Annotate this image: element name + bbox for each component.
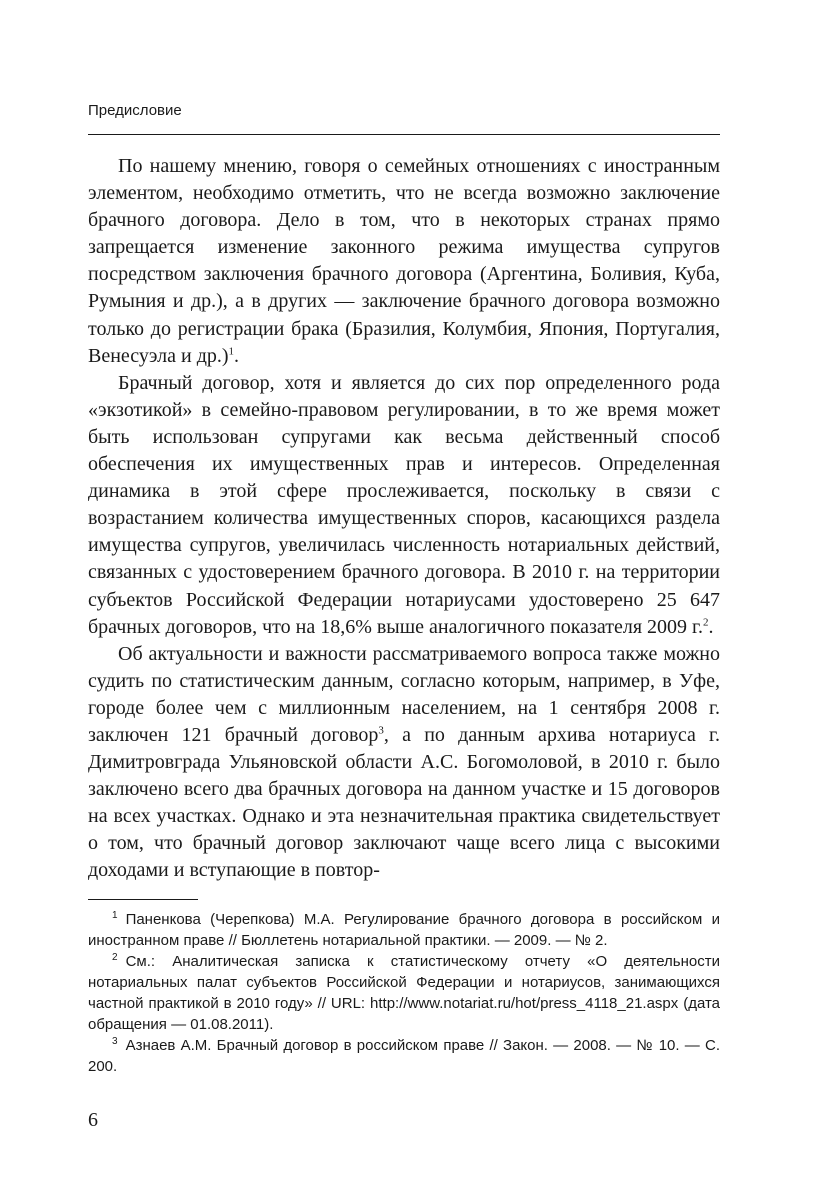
footnote-1-mark: 1: [112, 910, 118, 921]
paragraph-3-text: Об актуальности и важности рассматриваемого вопроса также можно судить по статистическим данным, согласно которым, например, в Уфе, городе более чем с миллионным населением, на 1 сентября 2008 г. заключен 121 брачный договор: [88, 642, 720, 746]
running-head-title: Предисловие: [88, 102, 182, 119]
paragraph-3-text-cont: , а по данным архива нотариуса г. Димитровграда Ульяновской области А.С. Богомоловой, в 2010 г. было заключено всего два брачных договора на данном участке и 15 договоров на всех участках. Однако и эта незначительная практика свидетельствует о том, что брачный договор заключают чаще всего лица с высокими доходами и вступающие в повтор-: [88, 723, 721, 882]
footnote-1: [88, 909, 720, 951]
page-number: 6: [88, 1109, 98, 1131]
paragraph-1: [88, 153, 720, 370]
footnote-ref-1[interactable]: 1: [228, 345, 235, 357]
paragraph-2: [88, 370, 720, 641]
footnote-1-text: Паненкова (Черепкова) М.А. Регулирование брачного договора в российском и иностранном праве // Бюллетень нотариальной практики. — 2009. — № 2.: [88, 911, 720, 949]
footnote-2: [88, 951, 720, 1035]
paragraph-2-end: .: [708, 615, 714, 638]
footnote-3-mark: 3: [112, 1036, 118, 1047]
footnote-ref-2[interactable]: 2: [703, 615, 709, 628]
paragraph-1-end: .: [234, 344, 240, 367]
paragraph-1-text: По нашему мнению, говоря о семейных отношениях с иностранным элементом, необходимо отметить, что не всегда возможно заключение брачного договора. Дело в том, что в некоторых странах прямо запрещается изменение законного режима имущества супругов посредством заключения брачного договора (Аргентина, Боливия, Куба, Румыния и др.), а в других — заключение брачного договора возможно только до регистрации брака (Бразилия, Колумбия, Япония, Португалия, Венесуэла и др.): [88, 155, 720, 367]
footnote-2-text: См.: Аналитическая записка к статистическому отчету «О деятельности нотариальных палат субъектов Российской Федерации и нотариусов, занимающихся частной практикой в 2010 году» // URL: http://www.notariat.ru/hot/press_4118_21.aspx (дата обращения — 01.08.2011).: [88, 953, 720, 1033]
footnote-3-text: Азнаев А.М. Брачный договор в российском праве // Закон. — 2008. — № 10. — С. 200.: [88, 1037, 720, 1075]
header-divider: [88, 134, 720, 135]
footnote-3: [88, 1035, 720, 1077]
footnote-2-mark: 2: [112, 952, 118, 963]
footnotes: [88, 909, 720, 1077]
paragraph-3: [88, 641, 720, 885]
paragraph-2-text: Брачный договор, хотя и является до сих пор определенного рода «экзотикой» в семейно-правовом регулировании, в то же время может быть использован супругами как весьма действенный способ обеспечения их имущественных прав и интересов. Определенная динамика в этой сфере прослеживается, поскольку в связи с возрастанием количества имущественных споров, касающихся раздела имущества супругов, увеличилась численность нотариальных действий, связанных с удостоверением брачного договора. В 2010 г. на территории субъектов Российской Федерации нотариусами удостоверено 25 647 брачных договоров, что на 18,6% выше аналогичного показателя 2009 г.: [88, 371, 720, 638]
footnote-ref-3[interactable]: 3: [378, 724, 384, 737]
main-text: [88, 153, 720, 885]
footnote-divider: [88, 899, 198, 900]
